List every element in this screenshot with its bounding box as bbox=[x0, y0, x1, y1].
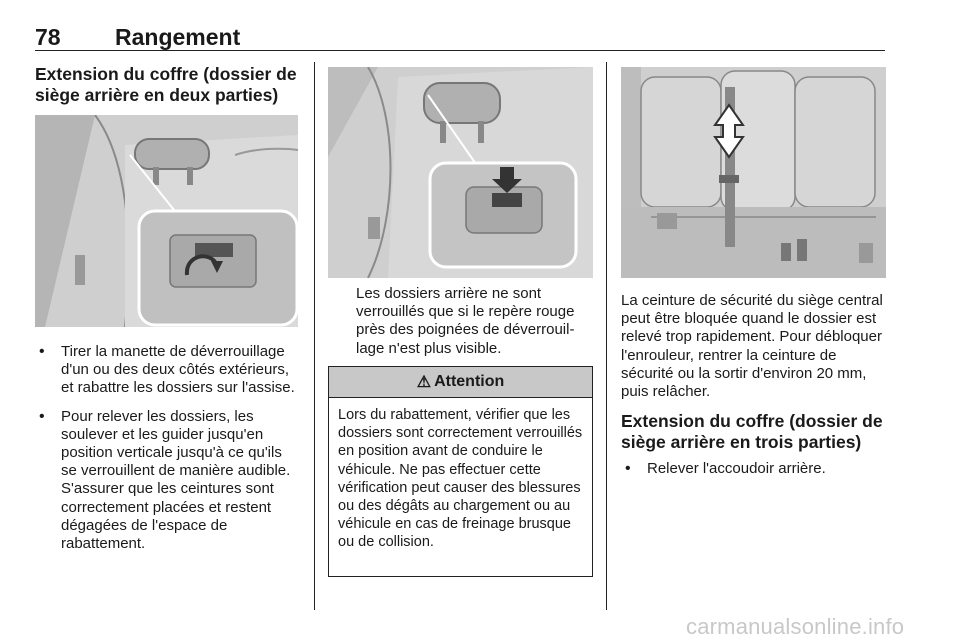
warning-text: Lors du rabattement, vérifier que les dossiers sont correctement verrouillés en position avant de conduire le véhicule. Ne pas effectuer cette vérification peut causer des blessures ou des dégâts au chargement ou au véhicule en cas de freinage brusque ou de collision. bbox=[338, 407, 583, 551]
warning-header bbox=[329, 367, 592, 398]
warning-title: Attention bbox=[434, 373, 505, 390]
list-item: • Tirer la manette de déverrouillage d'un ou des deux côtés extérieurs, et rabattre les dossiers sur l'assise. bbox=[35, 343, 301, 398]
list-item: • Relever l'accoudoir arrière. bbox=[621, 460, 887, 478]
page-title: Rangement bbox=[115, 24, 241, 50]
illustration-release-lever bbox=[35, 115, 298, 327]
col2-paragraph: Les dossiers arrière ne sont verrouillés que si le repère rouge près des poignées de déverrouillage n'est plus visible. bbox=[356, 285, 575, 357]
bullet-list-col3 bbox=[621, 460, 887, 488]
column-divider-1 bbox=[314, 62, 315, 610]
header-divider bbox=[35, 50, 885, 51]
page-header bbox=[35, 24, 885, 50]
illustration-seat-belt bbox=[621, 67, 886, 278]
page-number: 78 bbox=[35, 24, 61, 50]
list-item: • Pour relever les dossiers, les soulever et les guider jusqu'en position verticale jusqu'à ce qu'ils se verrouillent de manière audible. S'assurer que les ceintures sont correctement placées et restent dégagées de l'espace de rabattement. bbox=[35, 408, 301, 554]
section-heading-three-parts: Extension du coffre (dossier de siège arrière en trois parties) bbox=[621, 411, 883, 452]
section-heading-two-parts: Extension du coffre (dossier de siège arrière en deux parties) bbox=[35, 64, 297, 105]
illustration-red-marker bbox=[328, 67, 593, 278]
col3-paragraph: La ceinture de sécurité du siège central peut être bloquée quand le dossier est relevé trop rapidement. Pour débloquer l'enrouleur, rentrer la ceinture de sécurité ou la sortir d'environ 20 mm, puis relâcher. bbox=[621, 292, 883, 401]
warning-box bbox=[328, 366, 593, 577]
column-divider-2 bbox=[606, 62, 607, 610]
warning-triangle-icon: ⚠ bbox=[416, 374, 432, 391]
bullet-list-col1 bbox=[35, 343, 301, 563]
watermark: carmanualsonline.info bbox=[686, 614, 905, 639]
